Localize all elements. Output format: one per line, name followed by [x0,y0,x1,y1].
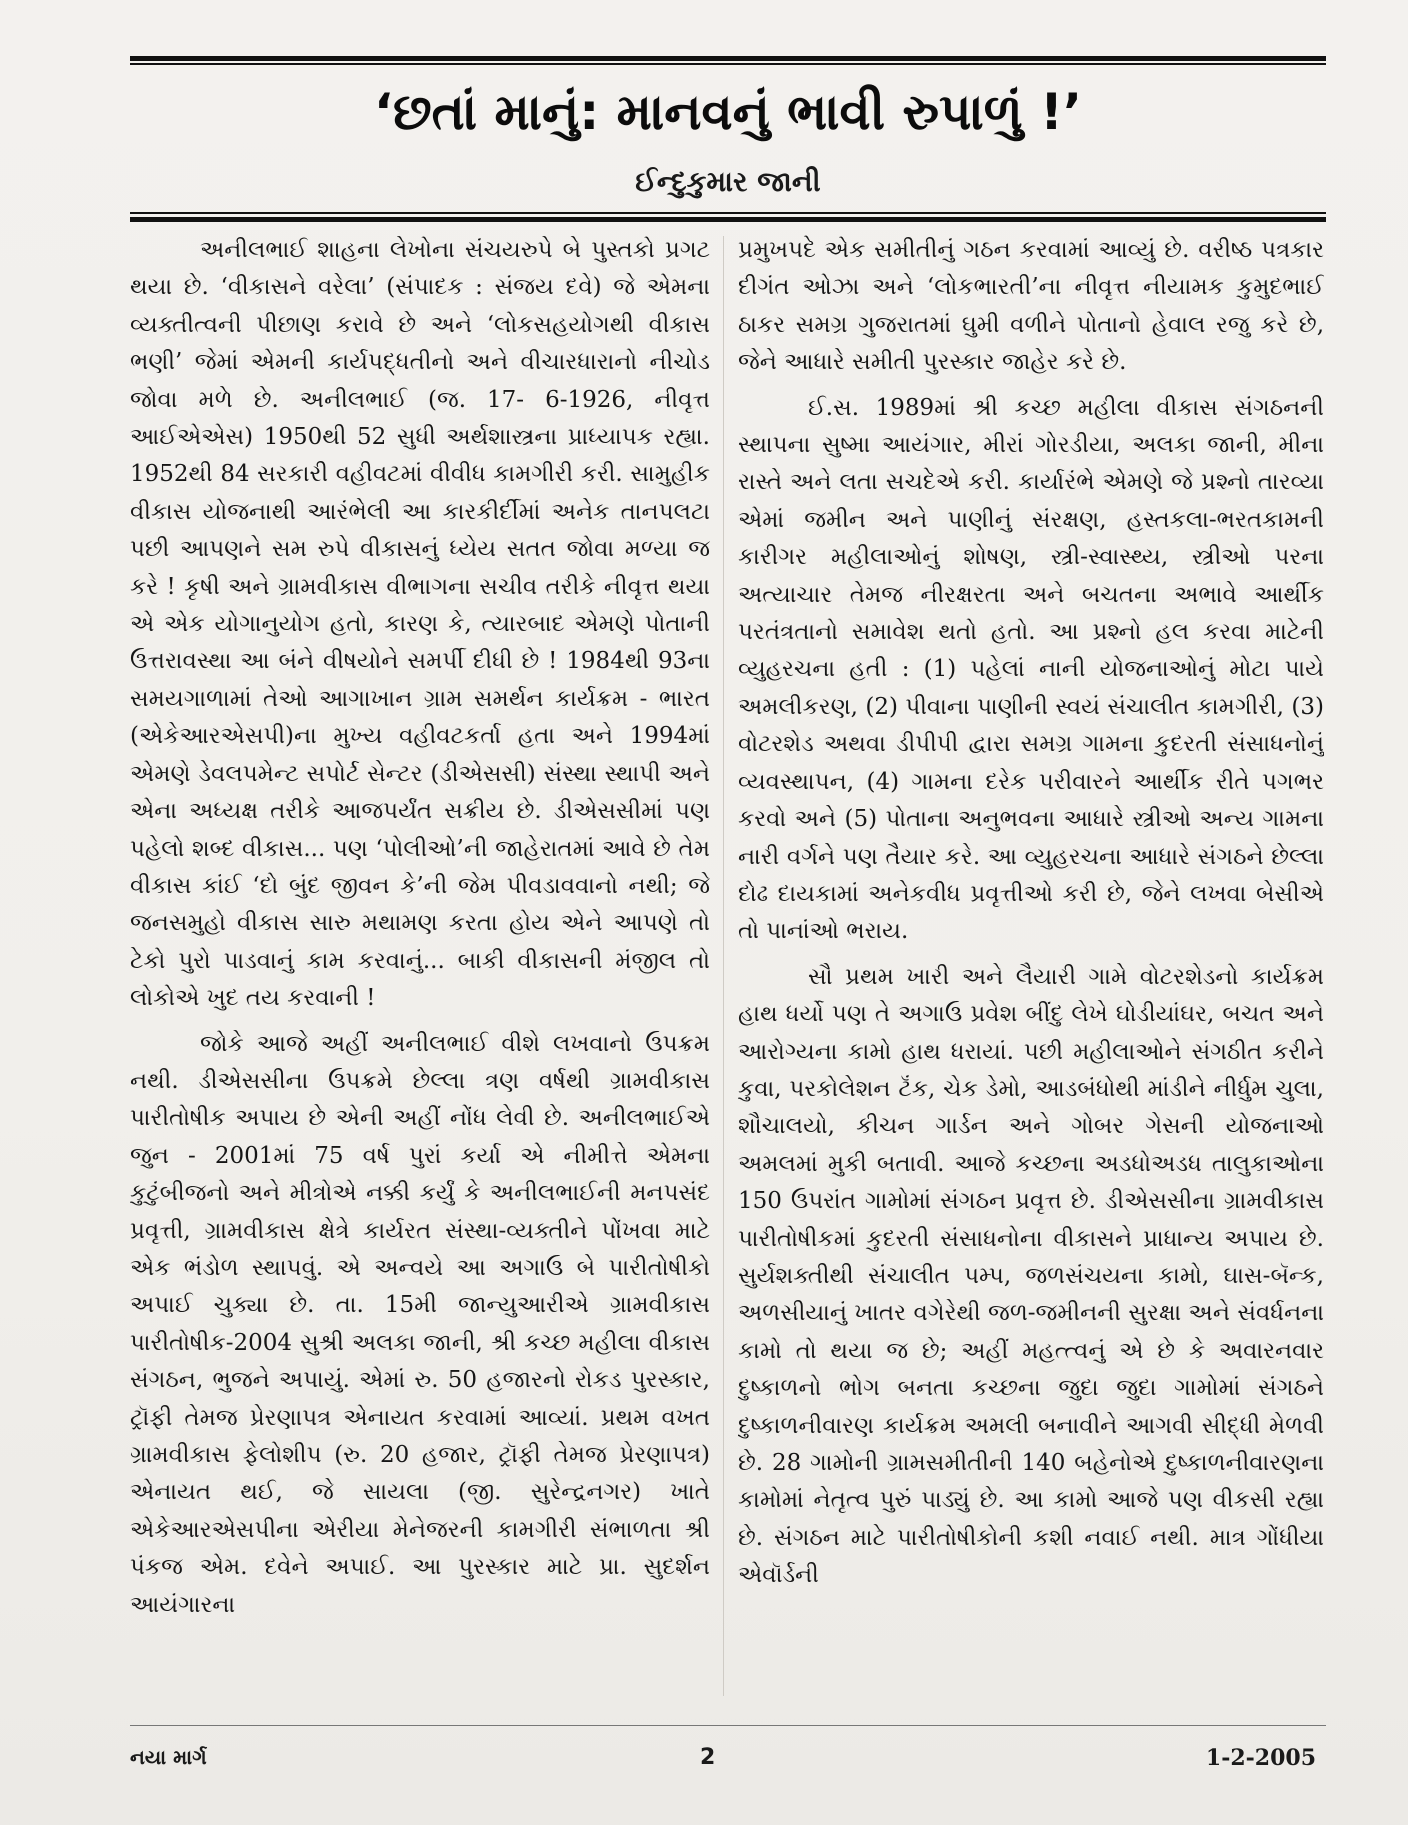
page-number: 2 [700,1745,716,1770]
column-divider [723,236,724,1696]
article-author: ઈન્દુકુમાર જાની [635,165,821,198]
paragraph: સૌ પ્રથમ ખારી અને લૈયારી ગામે વોટરશેડનો કાર્યક્રમ હાથ ધર્યો પણ તે અગાઉ પ્રવેશ બીંદુ લેખે ઘોડીયાંઘર, બચત અને આરોગ્યના કામો હાથ ધરાયાં. પછી મહીલાઓને સંગઠીત કરીને કુવા, પરકોલેશન ટૅંક, ચેક ડેમો, આડબંધોથી માંડીને નીર્ધુમ ચુલા, શૌચાલયો, કીચન ગાર્ડન અને ગોબર ગેસની યોજનાઓ અમલમાં મુકી બતાવી. આજે કચ્છના અડધોઅડધ તાલુકાઓના 150 ઉપરાંત ગામોમાં સંગઠન પ્રવૃત્ત છે. ડીએસસીના ગ્રામવીકાસ પારીતોષીકમાં કુદરતી સંસાધનોના વીકાસને પ્રાધાન્ય અપાય છે. સુર્યશક્તીથી સંચાલીત પમ્પ, જળસંચયના કામો, ઘાસ-બૅન્ક, અળસીયાનું ખાતર વગેરેથી જળ-જમીનની સુરક્ષા અને સંવર્ધનના કામો તો થયા જ છે; અહીં મહત્ત્વનું એ છે કે અવારનવાર દુષ્કાળનો ભોગ બનતા કચ્છના જુદા જુદા ગામોમાં સંગઠને દુષ્કાળનીવારણ કાર્યક્રમ અમલી બનાવીને આગવી સીદ્ધી મેળવી છે. 28 ગામોની ગ્રામસમીતીની 140 બહેનોએ દુષ્કાળનીવારણના કામોમાં નેતૃત્વ પુરું પાડ્યું છે. આ કામો આજે પણ વીકસી રહ્યા છે. સંગઠન માટે પારીતોષીકોની કશી નવાઈ નથી. માત્ર ગોંધીયા એવૉર્ડની [738,963,1324,1589]
right-column [738,232,1324,1700]
left-column [130,232,710,1700]
paragraph: અનીલભાઈ શાહના લેખોના સંચયરુપે બે પુસ્તકો પ્રગટ થયા છે. ‘વીકાસને વરેલા’ (સંપાદક : સંજય દવે) જે એમના વ્યક્તીત્વની પીછાણ કરાવે છે અને ‘લોકસહયોગથી વીકાસ ભણી’ જેમાં એમની કાર્યપદ્ધતીનો અને વીચારધારાનો નીચોડ જોવા મળે છે. અનીલભાઈ (જ. 17- 6-1926, નીવૃત્ત આઈએએસ) 1950થી 52 સુધી અર્થશાસ્ત્રના પ્રાધ્યાપક રહ્યા. 1952થી 84 સરકારી વહીવટમાં વીવીધ કામગીરી કરી. સામુહીક વીકાસ યોજનાથી આરંભેલી આ કારકીર્દીમાં અનેક તાનપલટા પછી આપણને સમ રુપે વીકાસનું ધ્યેય સતત જોવા મળ્યા જ કરે ! કૃષી અને ગ્રામવીકાસ વીભાગના સચીવ તરીકે નીવૃત્ત થયા એ એક યોગાનુયોગ હતો, કારણ કે, ત્યારબાદ એમણે પોતાની ઉત્તરાવસ્થા આ બંને વીષયોને સમર્પી દીધી છે ! 1984થી 93ના સમયગાળામાં તેઓ આગાખાન ગ્રામ સમર્થન કાર્યક્રમ - ભારત (એકેઆરએસપી)ના મુખ્ય વહીવટકર્તા હતા અને 1994માં એમણે ડેવલપમેન્ટ સપોર્ટ સેન્ટર (ડીએસસી) સંસ્થા સ્થાપી અને એના અધ્યક્ષ તરીકે આજપર્યંત સક્રીય છે. ડીએસસીમાં પણ પહેલો શબ્દ વીકાસ... પણ ‘પોલીઓ’ની જાહેરાતમાં આવે છે તેમ વીકાસ કાંઈ ‘દો બુંદ જીવન કે’ની જેમ પીવડાવવાનો નથી; જે જનસમુહો વીકાસ સારુ મથામણ કરતા હોય એને આપણે તો ટેકો પુરો પાડવાનું કામ કરવાનું... બાકી વીકાસની મંજીલ તો લોકોએ ખુદ તય કરવાની ! [130,237,710,1012]
header-top-rule-thin [130,63,1326,65]
paragraph: ઈ.સ. 1989માં શ્રી કચ્છ મહીલા વીકાસ સંગઠનની સ્થાપના સુષ્મા આયંગાર, મીરાં ગોરડીયા, અલકા જાની, મીના રાસ્તે અને લતા સચદેએ કરી. કાર્યારંભે એમણે જે પ્રશ્નો તારવ્યા એમાં જમીન અને પાણીનું સંરક્ષણ, હસ્તકલા-ભરતકામની કારીગર મહીલાઓનું શોષણ, સ્ત્રી-સ્વાસ્થ્ય, સ્ત્રીઓ પરના અત્યાચાર તેમજ નીરક્ષરતા અને બચતના અભાવે આર્થીક પરતંત્રતાનો સમાવેશ થતો હતો. આ પ્રશ્નો હલ કરવા માટેની વ્યુહરચના હતી : (1) પહેલાં નાની યોજનાઓનું મોટા પાયે અમલીકરણ, (2) પીવાના પાણીની સ્વયં સંચાલીત કામગીરી, (3) વોટરશેડ અથવા ડીપીપી દ્વારા સમગ્ર ગામના કુદરતી સંસાધનોનું વ્યવસ્થાપન, (4) ગામના દરેક પરીવારને આર્થીક રીતે પગભર કરવો અને (5) પોતાના અનુભવના આધારે સ્ત્રીઓ અન્ય ગામના નારી વર્ગને પણ તૈયાર કરે. આ વ્યુહરચના આધારે સંગઠને છેલ્લા દોઢ દાયકામાં અનેકવીધ પ્રવૃત્તીઓ કરી છે, જેને લખવા બેસીએ તો પાનાંઓ ભરાય. [738,394,1324,945]
header-bottom-rule-thin [130,212,1326,214]
publication-name: નયા માર્ગ [130,1745,207,1769]
paragraph: પ્રમુખપદે એક સમીતીનું ગઠન કરવામાં આવ્યું છે. વરીષ્ઠ પત્રકાર દીગંત ઓઝા અને ‘લોકભારતી’ના નીવૃત્ત નીયામક કુમુદભાઈ ઠાકર સમગ્ર ગુજરાતમાં ઘુમી વળીને પોતાનો હેવાલ રજુ કરે છે, જેને આધારે સમીતી પુરસ્કાર જાહેર કરે છે. [738,237,1324,376]
paragraph: જોકે આજે અહીં અનીલભાઈ વીશે લખવાનો ઉપક્રમ નથી. ડીએસસીના ઉપક્રમે છેલ્લા ત્રણ વર્ષથી ગ્રામવીકાસ પારીતોષીક અપાય છે એની અહીં નોંધ લેવી છે. અનીલભાઈએ જુન - 2001માં 75 વર્ષ પુરાં કર્યા એ નીમીત્તે એમના કુટુંબીજનો અને મીત્રોએ નક્કી કર્યું કે અનીલભાઈની મનપસંદ પ્રવૃત્તી, ગ્રામવીકાસ ક્ષેત્રે કાર્યરત સંસ્થા-વ્યક્તીને પોંખવા માટે એક ભંડોળ સ્થાપવું. એ અન્વયે આ અગાઉ બે પારીતોષીકો અપાઈ ચુક્યા છે. તા. 15મી જાન્યુઆરીએ ગ્રામવીકાસ પારીતોષીક-2004 સુશ્રી અલકા જાની, શ્રી કચ્છ મહીલા વીકાસ સંગઠન, ભુજને અપાયું. એમાં રુ. 50 હજારનો રોકડ પુરસ્કાર, ટ્રૉફી તેમજ પ્રેરણાપત્ર એનાયત કરવામાં આવ્યાં. પ્રથમ વખત ગ્રામવીકાસ ફેલોશીપ (રુ. 20 હજાર, ટ્રૉફી તેમજ પ્રેરણાપત્ર) એનાયત થઈ, જે સાયલા (જી. સુરેન્દ્રનગર) ખાતે એકેઆરએસપીના એરીયા મેનેજરની કામગીરી સંભાળતા શ્રી પંકજ એમ. દવેને અપાઈ. આ પુરસ્કાર માટે પ્રા. સુદર્શન આયંગારના [130,1030,710,1618]
header-top-rule [130,56,1326,61]
footer-rule [130,1725,1326,1726]
issue-date: 1-2-2005 [1205,1745,1316,1771]
header-bottom-rule [130,217,1326,222]
article-title: ‘છતાં માનું: માનવનું ભાવી રુપાળું !’ [374,83,1082,141]
